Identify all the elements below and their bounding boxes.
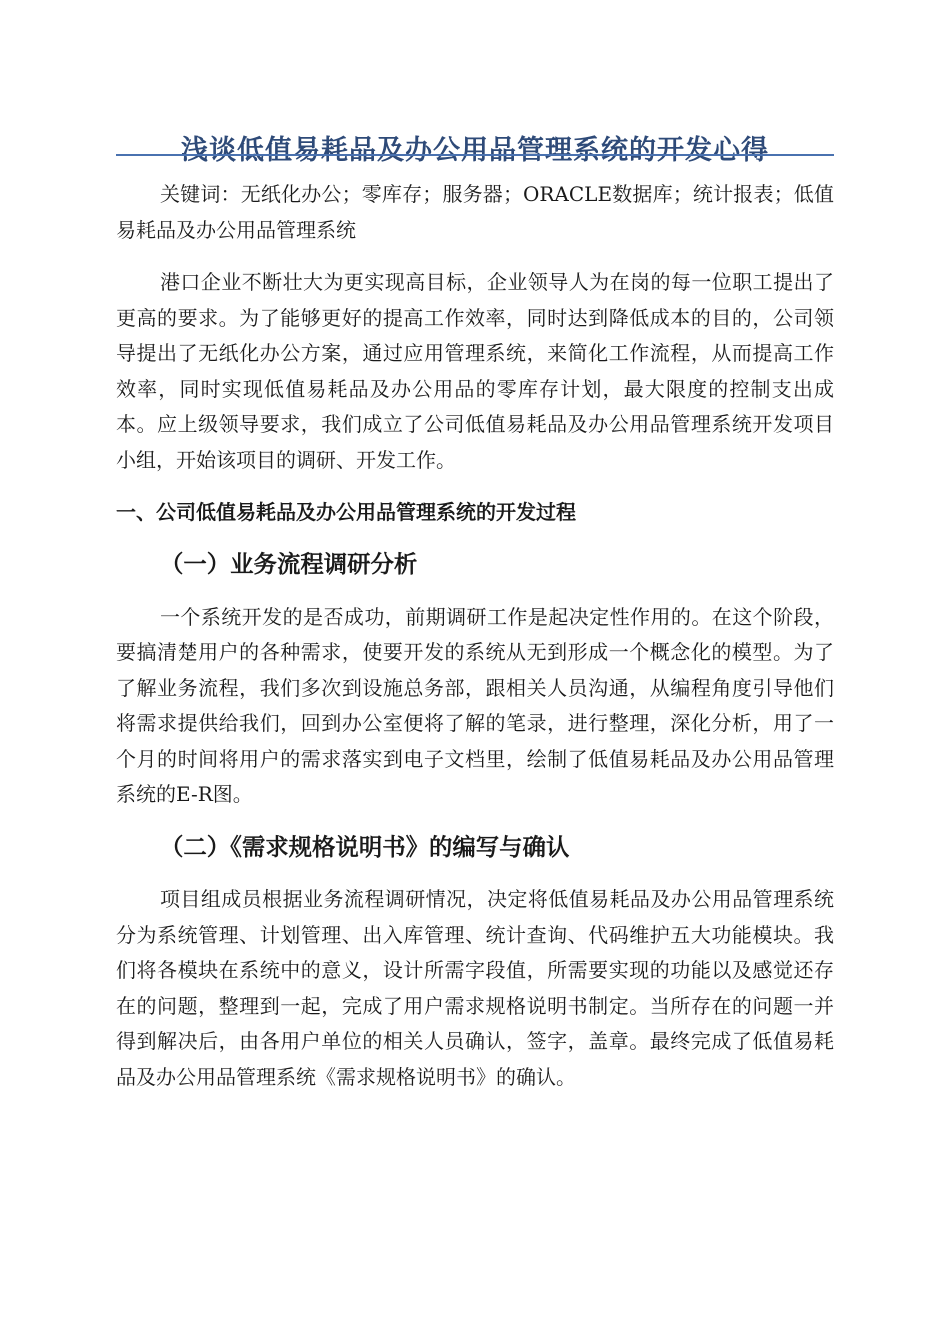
section-heading: 一、公司低值易耗品及办公用品管理系统的开发过程 (116, 500, 576, 524)
subsection-heading-1: （一）业务流程调研分析 (160, 550, 418, 578)
document-title: 浅谈低值易耗品及办公用品管理系统的开发心得 (181, 135, 769, 167)
document-body (116, 177, 834, 1112)
subsection-heading-2: （二）《需求规格说明书》的编写与确认 (160, 832, 570, 861)
title-underline (116, 154, 834, 156)
subsection-paragraph-1: 一个系统开发的是否成功，前期调研工作是起决定性作用的。在这个阶段，要搞清楚用户的各种需求，使要开发的系统从无到形成一个概念化的模型。为了了解业务流程，我们多次到设施总务部，跟相关人员沟通，从编程角度引导他们将需求提供给我们，回到办公室便将了解的笔录，进行整理，深化分析，用了一个月的时间将用户的需求落实到电子文档里，绘制了低值易耗品及办公用品管理系统的E-R图。 (116, 604, 834, 806)
subsection-paragraph-2: 项目组成员根据业务流程调研情况，决定将低值易耗品及办公用品管理系统分为系统管理、计划管理、出入库管理、统计查询、代码维护五大功能模块。我们将各模块在系统中的意义，设计所需字段值，所需要实现的功能以及感觉还存在的问题，整理到一起，完成了用户需求规格说明书制定。当所存在的问题一并得到解决后，由各用户单位的相关人员确认，签字，盖章。最终完成了低值易耗品及办公用品管理系统《需求规格说明书》的确认。 (116, 887, 834, 1089)
keywords-paragraph: 关键词：无纸化办公；零库存；服务器；ORACLE数据库；统计报表；低值易耗品及办公用品管理系统 (116, 182, 834, 242)
intro-paragraph: 港口企业不断壮大为更实现高目标，企业领导人为在岗的每一位职工提出了更高的要求。为了能够更好的提高工作效率，同时达到降低成本的目的，公司领导提出了无纸化办公方案，通过应用管理系统，来简化工作流程，从而提高工作效率，同时实现低值易耗品及办公用品的零库存计划，最大限度的控制支出成本。应上级领导要求，我们成立了公司低值易耗品及办公用品管理系统开发项目小组，开始该项目的调研、开发工作。 (116, 270, 834, 472)
